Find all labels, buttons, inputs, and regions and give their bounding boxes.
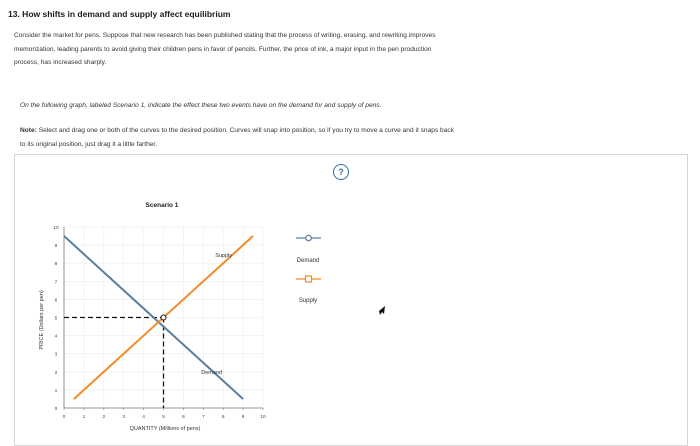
y-tick-label: 8 bbox=[54, 262, 58, 268]
y-tick-label: 4 bbox=[54, 334, 58, 340]
question-title: 13. How shifts in demand and supply affect equilibrium bbox=[8, 9, 231, 19]
legend-supply-marker[interactable] bbox=[306, 276, 312, 282]
y-tick-label: 3 bbox=[54, 352, 58, 358]
supply-curve-label: Supply bbox=[215, 253, 233, 260]
y-tick-label: 6 bbox=[54, 298, 58, 304]
x-tick-label: 3 bbox=[122, 415, 126, 420]
x-tick-label: 6 bbox=[182, 415, 185, 420]
note-line-2: to its original position, just drag it a little farther. bbox=[20, 140, 158, 148]
paragraph-line-2: memorization, leading parents to avoid giving their children pens in favor of pencils. Further, the price of ink, a major input in the pen production bbox=[14, 45, 432, 53]
legend-demand-marker[interactable] bbox=[306, 235, 312, 241]
x-tick-label: 2 bbox=[102, 415, 106, 420]
legend-demand-label: Demand bbox=[296, 258, 320, 264]
x-tick-label: 0 bbox=[62, 415, 66, 420]
x-tick-label: 9 bbox=[241, 415, 245, 420]
equilibrium-point bbox=[161, 315, 166, 320]
legend-demand-tool[interactable] bbox=[296, 235, 321, 241]
x-tick-label: 4 bbox=[142, 415, 145, 420]
y-tick-label: 10 bbox=[53, 226, 59, 231]
y-axis-label: PRICE (Dollars per pen) bbox=[39, 290, 45, 350]
note-label: Note: bbox=[20, 127, 37, 134]
mouse-cursor-icon bbox=[379, 306, 385, 315]
y-tick-label: 0 bbox=[54, 407, 58, 412]
demand-curve-label: Demand bbox=[201, 369, 223, 376]
help-button[interactable]: ? bbox=[333, 164, 349, 180]
x-tick-label: 1 bbox=[82, 415, 86, 420]
graph-instruction: On the following graph, labeled Scenario 1, indicate the effect these two events have on the demand for and supply of pens. bbox=[20, 102, 382, 109]
legend-supply-tool[interactable] bbox=[296, 276, 321, 282]
y-tick-label: 9 bbox=[54, 244, 58, 250]
x-tick-label: 7 bbox=[201, 415, 205, 420]
y-tick-label: 5 bbox=[54, 316, 58, 322]
y-tick-label: 1 bbox=[54, 388, 58, 394]
x-tick-label: 8 bbox=[221, 415, 225, 420]
x-tick-label: 5 bbox=[162, 415, 165, 420]
y-tick-label: 7 bbox=[54, 280, 58, 286]
paragraph-line-3: process, has increased sharply. bbox=[14, 59, 107, 66]
paragraph-line-1: Consider the market for pens. Suppose that new research has been published stating that the process of writing, erasing, and rewriting improves bbox=[14, 32, 436, 39]
legend-supply-label: Supply bbox=[298, 298, 318, 304]
y-tick-label: 2 bbox=[54, 370, 58, 376]
x-axis-label: QUANTITY (Millions of pens) bbox=[129, 426, 201, 432]
note-line-1: Select and drag one or both of the curves to the desired position. Curves will snap into position, so if you try to move a curve and it snaps back bbox=[36, 127, 454, 134]
x-tick-label: 10 bbox=[260, 415, 266, 420]
chart-title: Scenario 1 bbox=[145, 202, 179, 209]
